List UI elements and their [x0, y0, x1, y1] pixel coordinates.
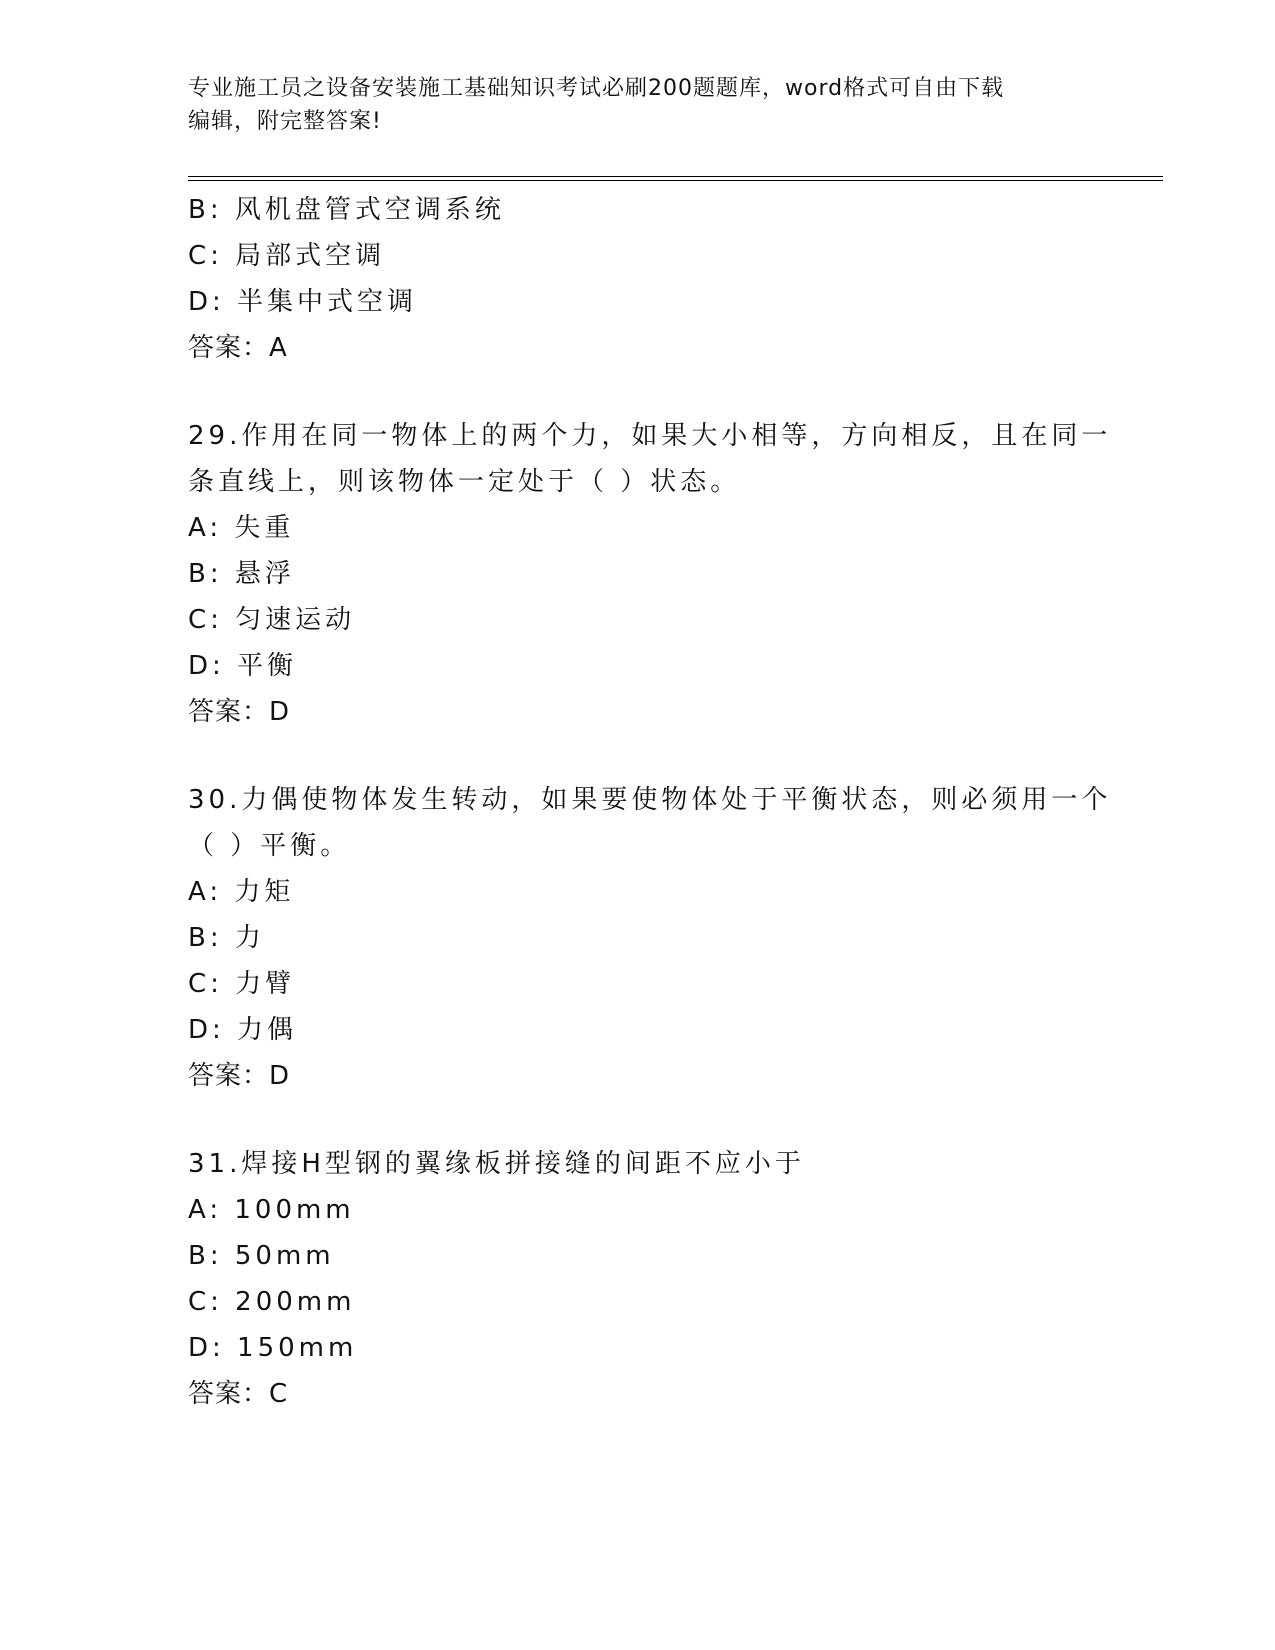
question-29: [188, 413, 1112, 735]
option-c: C: 200mm: [188, 1287, 356, 1317]
question-28-partial: [188, 187, 1088, 371]
answer-label: 答案：: [188, 697, 270, 727]
answer-line: [188, 1053, 1088, 1099]
option-b: B: 力: [188, 923, 265, 953]
question-stem-line: 条直线上，则该物体一定处于（ ）状态。: [188, 467, 741, 497]
question-31: [188, 1141, 1088, 1417]
option-a: A: 失重: [188, 513, 295, 543]
option-d: D: 150mm: [188, 1333, 358, 1363]
option-b: B: 风机盘管式空调系统: [188, 195, 505, 225]
option-a: A: 力矩: [188, 877, 295, 907]
header-divider: [188, 176, 1163, 181]
answer-label: 答案：: [188, 333, 270, 363]
answer-line: [188, 689, 1088, 735]
question-gap: [188, 371, 1088, 413]
option-d: D: 力偶: [188, 1015, 298, 1045]
option-b: B: 悬浮: [188, 559, 295, 589]
question-list: [188, 187, 1112, 1417]
answer-value: D: [269, 1061, 291, 1091]
option-d: D: 半集中式空调: [188, 287, 418, 317]
question-stem-line: （ ）平衡。: [188, 831, 351, 861]
answer-line: [188, 1371, 1088, 1417]
option-a: A: 100mm: [188, 1195, 355, 1225]
question-stem-line: 31.焊接H型钢的翼缘板拼接缝的间距不应小于: [188, 1149, 805, 1179]
document-header: [188, 72, 1088, 138]
answer-value: C: [269, 1379, 289, 1409]
answer-label: 答案：: [188, 1379, 270, 1409]
question-30: [188, 777, 1112, 1099]
answer-label: 答案：: [188, 1061, 270, 1091]
answer-value: D: [269, 697, 291, 727]
header-title-line-2: 编辑，附完整答案!: [188, 109, 382, 134]
question-gap: [188, 1099, 1088, 1141]
option-c: C: 局部式空调: [188, 241, 386, 271]
option-b: B: 50mm: [188, 1241, 335, 1271]
header-title-line-1: 专业施工员之设备安装施工基础知识考试必刷200题题库，word格式可自由下载: [188, 76, 1005, 101]
option-c: C: 力臂: [188, 969, 296, 999]
option-c: C: 匀速运动: [188, 605, 356, 635]
question-stem-line: 29.作用在同一物体上的两个力，如果大小相等，方向相反，且在同一: [188, 421, 1112, 451]
question-stem-line: 30.力偶使物体发生转动，如果要使物体处于平衡状态，则必须用一个: [188, 785, 1112, 815]
answer-value: A: [269, 333, 288, 363]
answer-line: [188, 325, 1088, 371]
option-d: D: 平衡: [188, 651, 298, 681]
question-gap: [188, 735, 1088, 777]
